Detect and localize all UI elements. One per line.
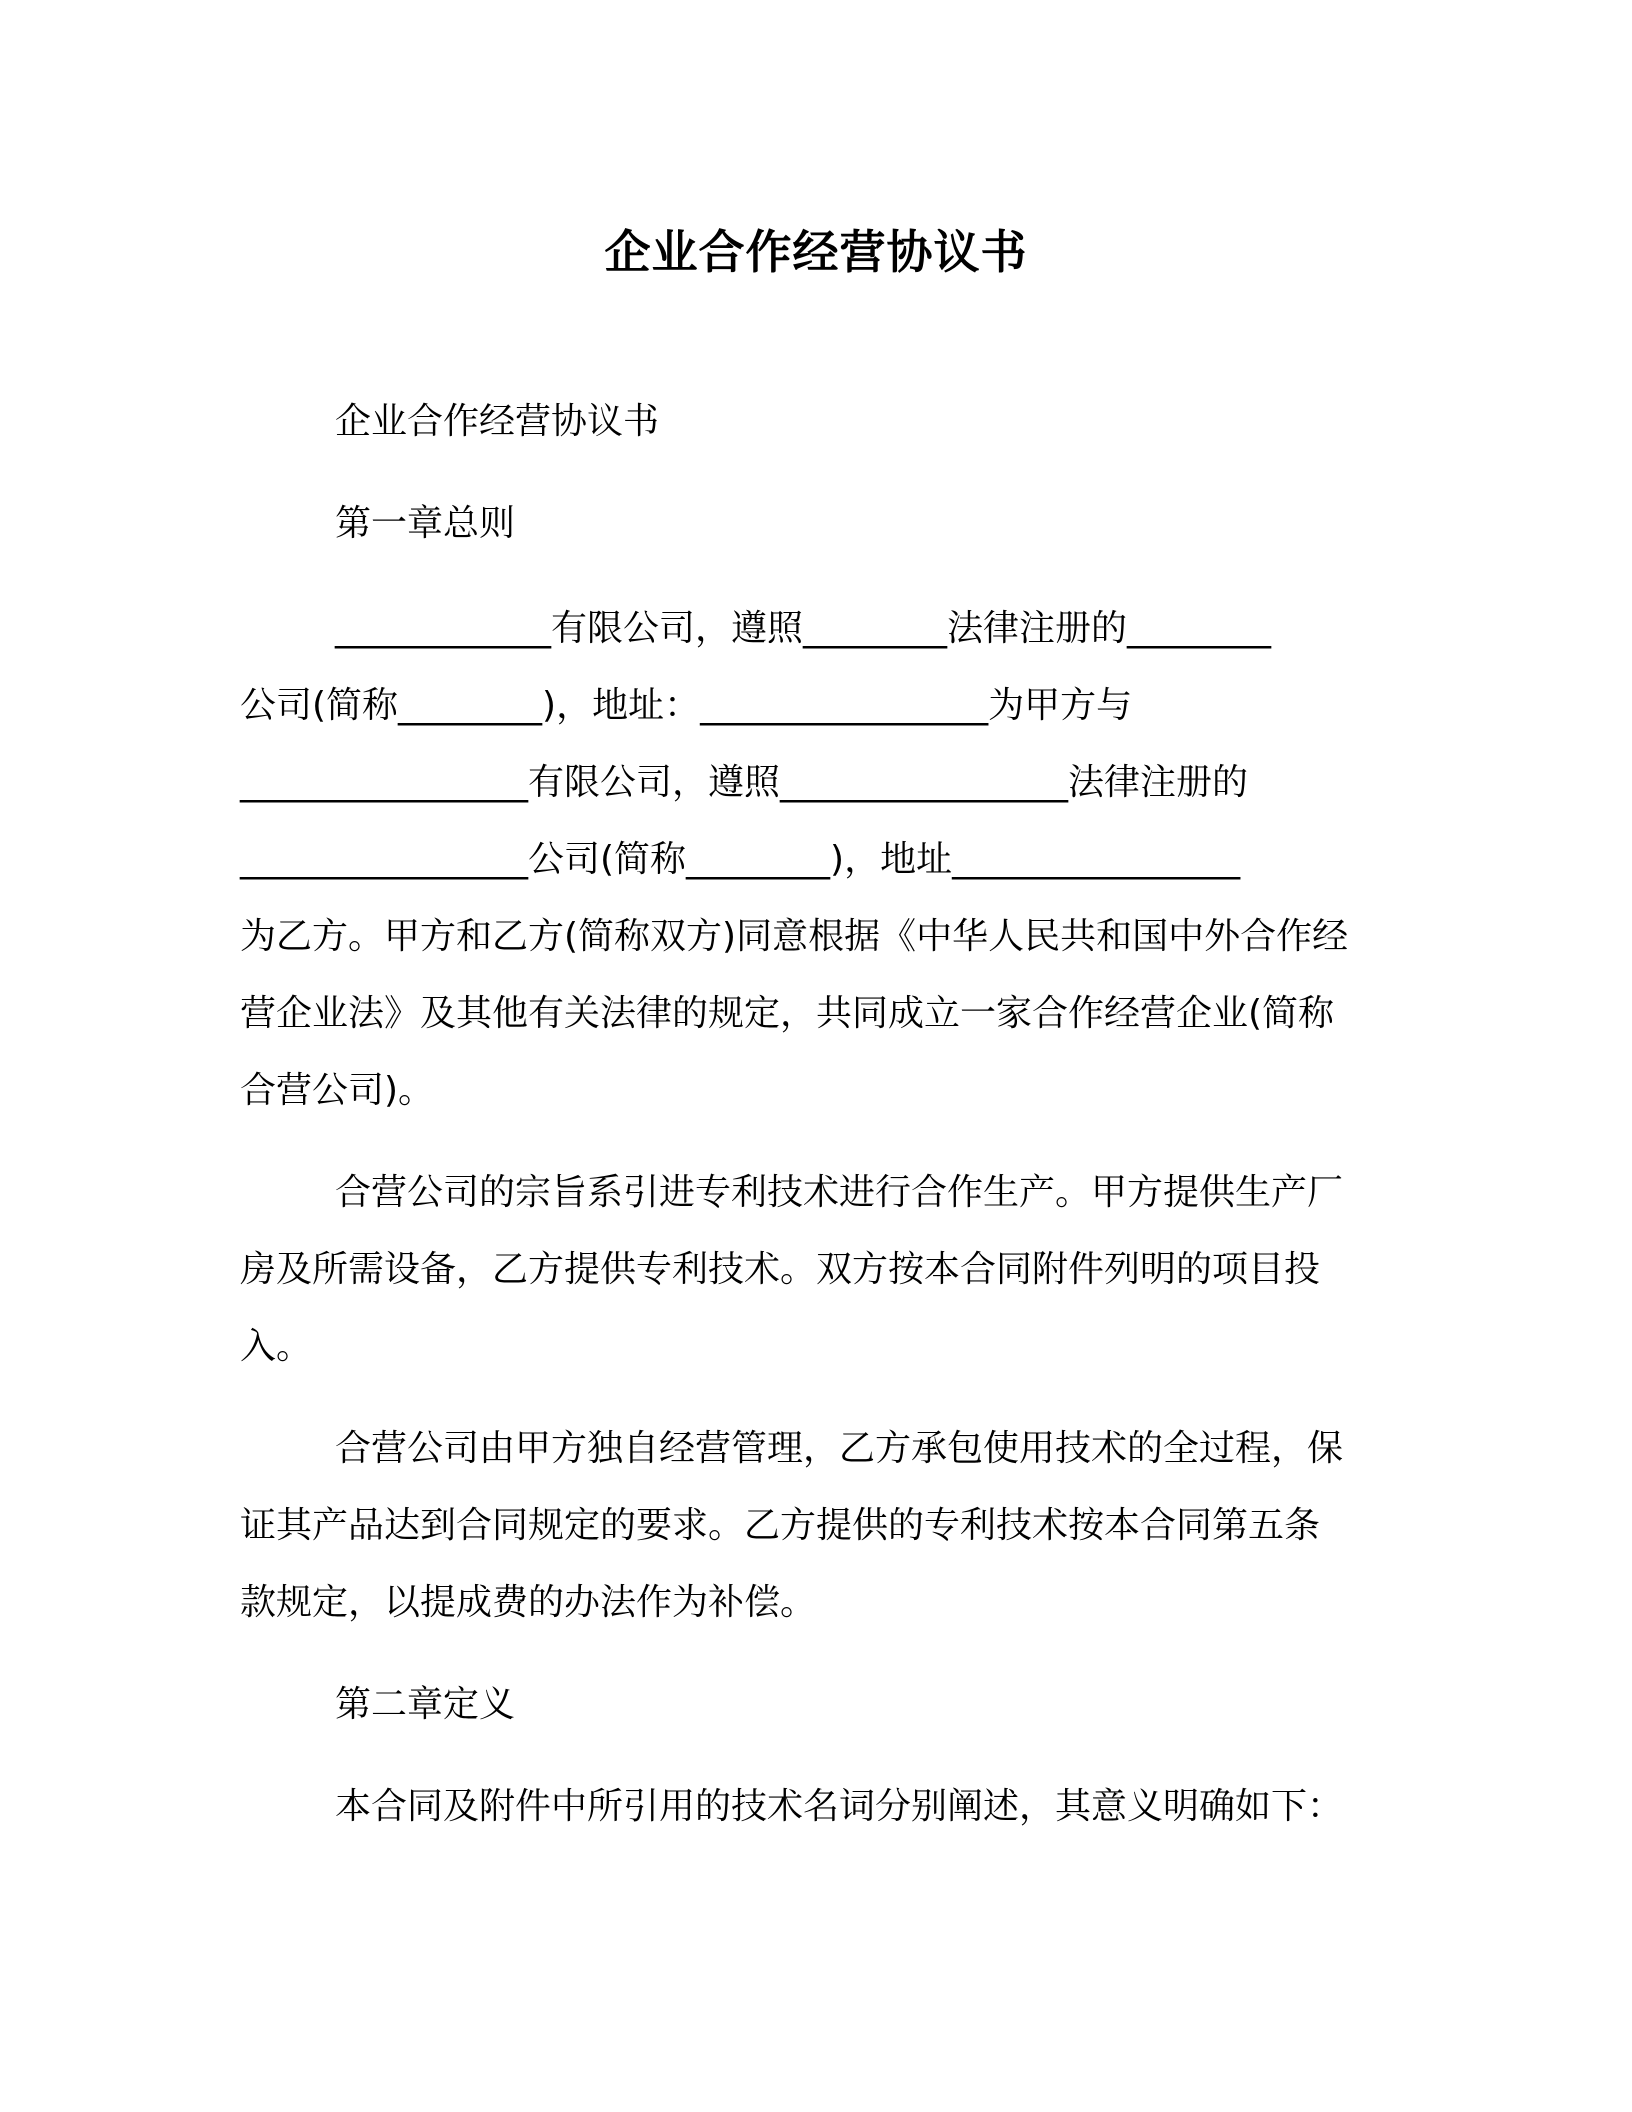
paragraph-line: 款规定，以提成费的办法作为补偿。 <box>240 1582 817 1623</box>
paragraph-line: 营企业法》及其他有关法律的规定，共同成立一家合作经营企业(简称 <box>240 993 1335 1034</box>
paragraph-line: 合营公司由甲方独自经营管理，乙方承包使用技术的全过程，保 <box>335 1428 1344 1469</box>
paragraph-line: ________________公司(简称________)，地址________________ <box>240 839 1241 880</box>
paragraph-line: 证其产品达到合同规定的要求。乙方提供的专利技术按本合同第五条 <box>240 1505 1321 1546</box>
paragraph-line: 合营公司的宗旨系引进专利技术进行合作生产。甲方提供生产厂 <box>335 1172 1344 1213</box>
paragraph-line: ____________有限公司，遵照________法律注册的________ <box>335 608 1272 649</box>
paragraph-line: 合营公司)。 <box>240 1070 435 1111</box>
paragraph-line: 房及所需设备，乙方提供专利技术。双方按本合同附件列明的项目投 <box>240 1249 1321 1290</box>
doc-heading: 企业合作经营协议书 <box>335 401 660 442</box>
page-title: 企业合作经营协议书 <box>604 225 1028 279</box>
chapter-heading: 第二章定义 <box>335 1684 516 1725</box>
paragraph-line: ________________有限公司，遵照________________法律注册的 <box>240 762 1249 803</box>
paragraph-line: 公司(简称________)，地址：________________为甲方与 <box>240 685 1133 726</box>
paragraph-line: 本合同及附件中所引用的技术名词分别阐述，其意义明确如下： <box>335 1786 1344 1827</box>
paragraph-line: 入。 <box>240 1326 313 1367</box>
chapter-heading: 第一章总则 <box>335 503 516 544</box>
paragraph-line: 为乙方。甲方和乙方(简称双方)同意根据《中华人民共和国中外合作经 <box>240 916 1349 957</box>
